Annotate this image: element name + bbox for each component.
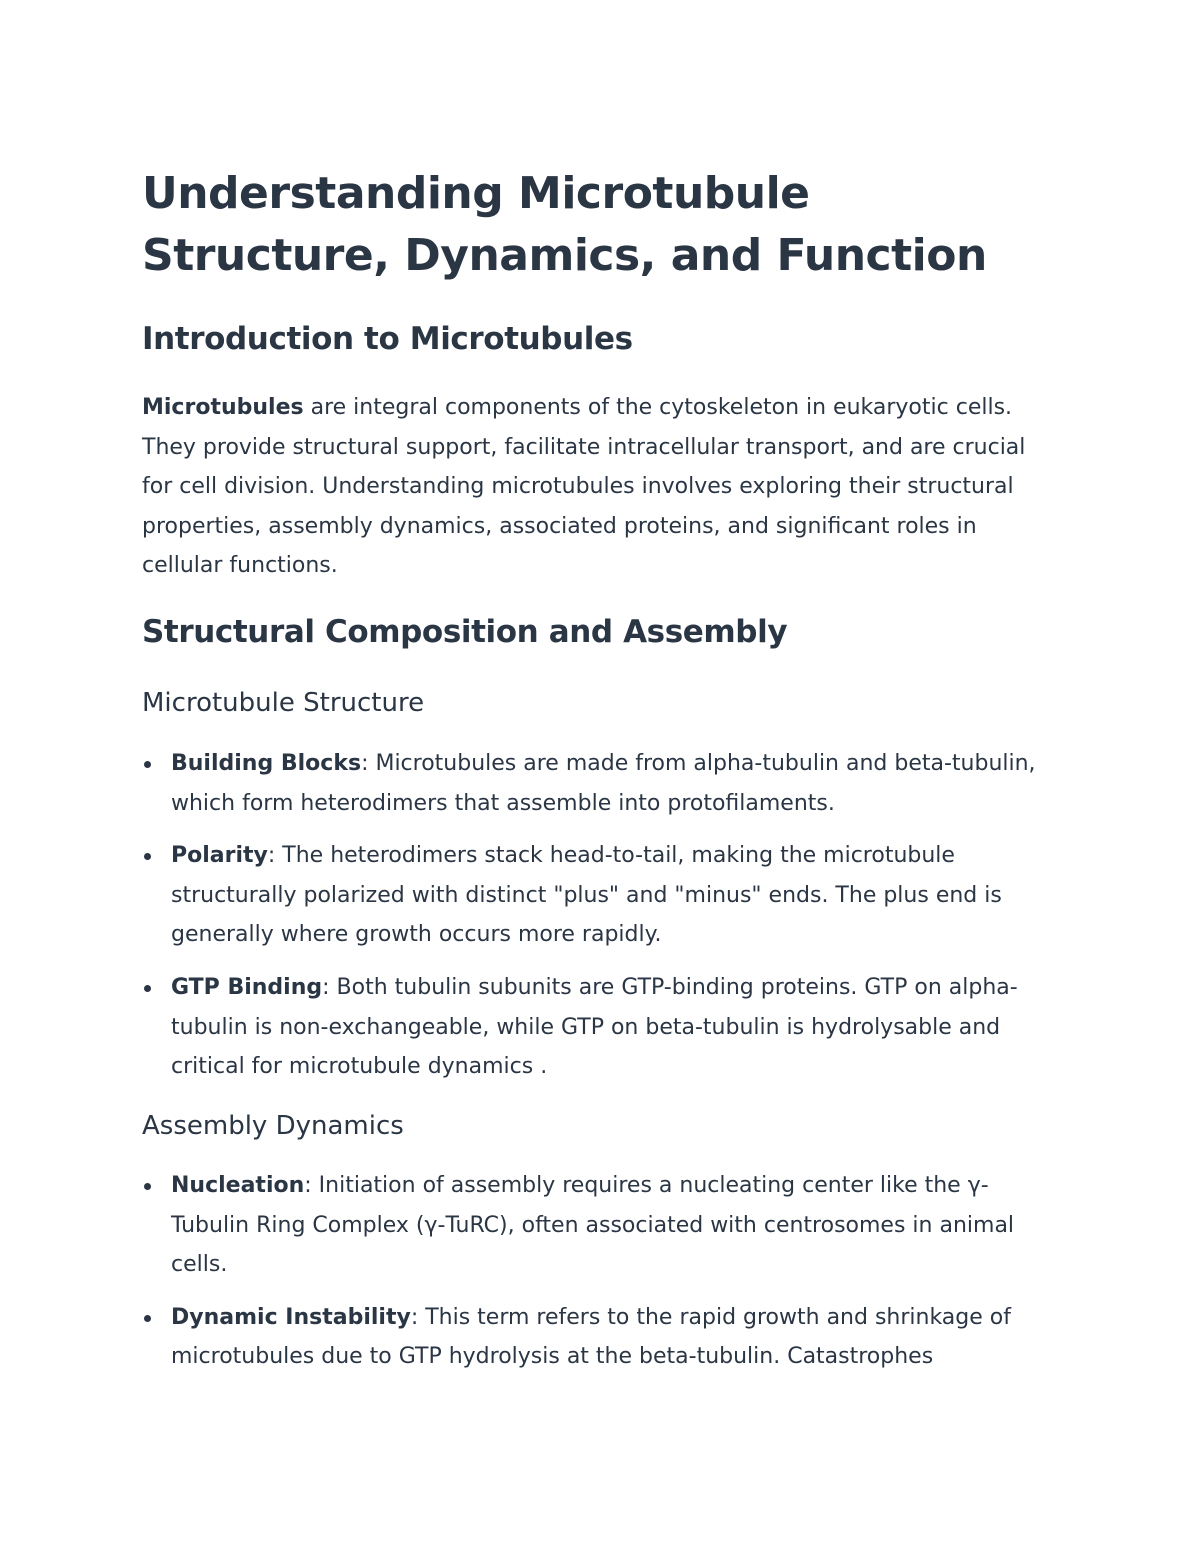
intro-paragraph: [142, 388, 1057, 586]
list-item-text: : Microtubules are made from alpha-tubulin and beta-tubulin, which form heterodimers that assemble into protofilaments.: [171, 751, 1036, 816]
section-heading-introduction: Introduction to Microtubules: [142, 321, 633, 357]
list-item-text: : The heterodimers stack head-to-tail, making the microtubule structurally polarized with distinct "plus" and "minus" ends. The plus end is generally where growth occurs more rapidly.: [171, 843, 1002, 948]
list-item-text: : This term refers to the rapid growth and shrinkage of microtubules due to GTP hydrolysis at the beta-tubulin. Catastrophes: [171, 1304, 1011, 1370]
bullet-icon: [144, 1315, 151, 1322]
bullet-icon: [144, 1183, 151, 1190]
bullet-icon: [144, 853, 151, 860]
list-item: [142, 968, 1057, 1087]
list-item: [142, 836, 1057, 955]
list-item: [142, 1298, 1057, 1377]
intro-term: Microtubules: [142, 395, 304, 420]
subsection-heading-dynamics: Assembly Dynamics: [142, 1111, 404, 1141]
list-item-term: Polarity: [171, 843, 268, 869]
list-item-term: Building Blocks: [171, 751, 362, 776]
list-item-term: GTP Binding: [171, 974, 323, 1000]
list-item: [142, 1166, 1057, 1285]
bullet-icon: [144, 761, 151, 768]
document-title: Understanding Microtubule Structure, Dynamics, and Function: [142, 168, 987, 281]
list-item-text: : Initiation of assembly requires a nucleating center like the γ-Tubulin Ring Complex (γ-TuRC), often associated with centrosomes in animal cells.: [171, 1173, 1015, 1278]
structure-list: [142, 744, 1057, 1087]
intro-text: are integral components of the cytoskeleton in eukaryotic cells. They provide structural support, facilitate intracellular transport, and are crucial for cell division. Understanding microtubules involves exploring their structural properties, assembly dynamics, associated proteins, and significant roles in cellular functions.: [142, 395, 1026, 579]
list-item-term: Nucleation: [171, 1173, 305, 1198]
bullet-icon: [144, 985, 151, 992]
list-item-text: : Both tubulin subunits are GTP-binding proteins. GTP on alpha-tubulin is non-exchangeable, while GTP on beta-tubulin is hydrolysable and critical for microtubule dynamics .: [171, 974, 1018, 1080]
dynamics-list: [142, 1166, 1057, 1377]
list-item-term: Dynamic Instability: [171, 1304, 411, 1330]
subsection-heading-structure: Microtubule Structure: [142, 688, 425, 718]
section-heading-structural: Structural Composition and Assembly: [142, 614, 788, 650]
list-item: [142, 744, 1057, 823]
